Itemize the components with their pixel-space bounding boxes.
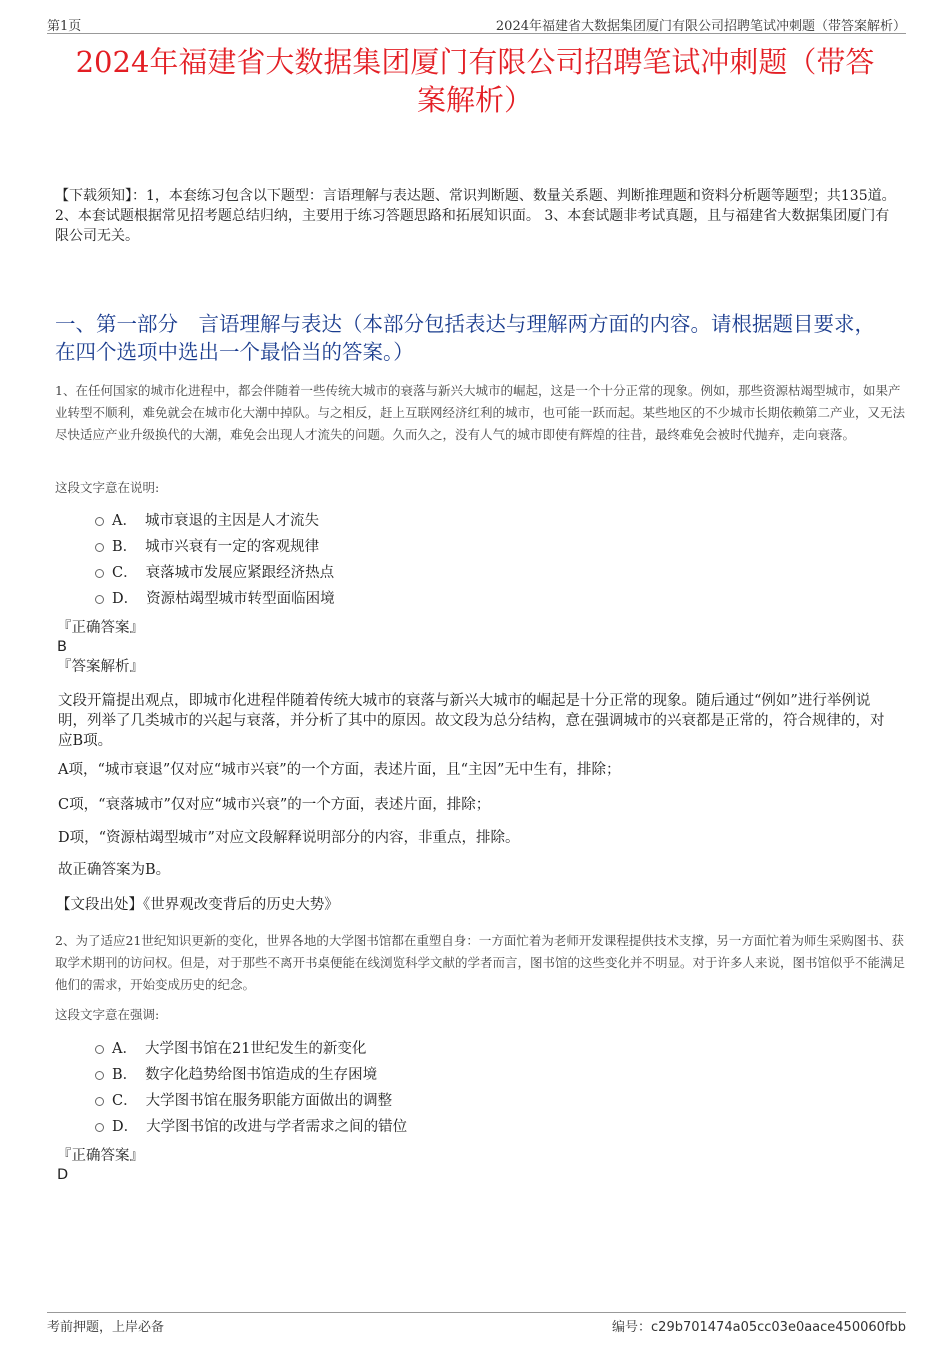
radio-icon[interactable]: [95, 1071, 104, 1080]
section-heading: 一、第一部分 言语理解与表达（本部分包括表达与理解两方面的内容。请根据题目要求，在四个选项中选出一个最恰当的答案。）: [55, 312, 875, 364]
answer-value: B: [57, 639, 67, 655]
radio-icon[interactable]: [95, 1097, 104, 1106]
title-line-2: 案解析）: [416, 83, 533, 117]
option-a[interactable]: A． 大学图书馆在21世纪发生的新变化: [95, 1036, 407, 1062]
option-c[interactable]: C． 衰落城市发展应紧跟经济热点: [95, 560, 335, 586]
analysis-line-d: D项，“资源枯竭型城市”对应文段解释说明部分的内容，非重点，排除。: [58, 830, 520, 846]
analysis-label: 『答案解析』: [57, 659, 144, 675]
question-2-text: 2、为了适应21世纪知识更新的变化，世界各地的大学图书馆都在重塑自身：一方面忙着为老师开发课程提供技术支撑，另一方面忙着为师生采购图书、获取学术期刊的访问权。但是，对于那些不离开书桌便能在线浏览科学文献的学者而言，图书馆的这些变化并不明显。对于许多人来说，图书馆似乎不能满足他们的需求，开始变成历史的纪念。: [55, 933, 906, 992]
option-b[interactable]: B． 数字化趋势给图书馆造成的生存困境: [95, 1062, 407, 1088]
option-a[interactable]: A． 城市衰退的主因是人才流失: [95, 508, 335, 534]
question-1-text: 1、在任何国家的城市化进程中，都会伴随着一些传统大城市的衰落与新兴大城市的崛起，这是一个十分正常的现象。例如，那些资源枯竭型城市，如果产业转型不顺利，难免就会在城市化大潮中掉队。与之相反，赶上互联网经济红利的城市，也可能一跃而起。某些地区的不少城市长期依赖第二产业，又无法尽快适应产业升级换代的大潮，难免会出现人才流失的问题。久而久之，没有人气的城市即使有辉煌的往昔，最终难免会被时代抛弃，走向衰落。: [55, 383, 906, 442]
question-1-prompt: 这段文字意在说明:: [55, 480, 160, 495]
radio-icon[interactable]: [95, 569, 104, 578]
header-doc-title: 2024年福建省大数据集团厦门有限公司招聘笔试冲刺题（带答案解析）: [495, 19, 906, 34]
question-1-options: [95, 508, 335, 612]
title-line-1: 2024年福建省大数据集团厦门有限公司招聘笔试冲刺题（带答: [75, 45, 875, 79]
download-notice: 【下载须知】：1，本套练习包含以下题型：言语理解与表达题、常识判断题、数量关系题、判断推理题和资料分析题等题型；共135道。 2、本套试题根据常见招考题总结归纳，主要用于练习答题思路和拓展知识面。 3、本套试题非考试真题，且与福建省大数据集团厦门有限公司无关。: [55, 188, 896, 244]
answer-value: D: [57, 1167, 69, 1183]
page-number: 第1页: [47, 19, 82, 34]
option-d[interactable]: D． 大学图书馆的改进与学者需求之间的错位: [95, 1114, 407, 1140]
page-footer: [47, 1312, 906, 1333]
radio-icon[interactable]: [95, 1123, 104, 1132]
document-title: [50, 43, 900, 119]
option-c[interactable]: C． 大学图书馆在服务职能方面做出的调整: [95, 1088, 407, 1114]
radio-icon[interactable]: [95, 595, 104, 604]
analysis-line-c: C项，“衰落城市”仅对应“城市兴衰”的一个方面，表述片面，排除；: [58, 797, 491, 813]
analysis-line-a: A项，“城市衰退”仅对应“城市兴衰”的一个方面，表述片面，且“主因”无中生有，排除；: [58, 762, 621, 778]
page-header: [47, 15, 906, 34]
footer-code: 编号：c29b701474a05cc03e0aace450060fbb: [612, 1320, 906, 1335]
radio-icon[interactable]: [95, 517, 104, 526]
answer-label: 『正确答案』: [57, 1148, 144, 1164]
option-b[interactable]: B． 城市兴衰有一定的客观规律: [95, 534, 335, 560]
option-d[interactable]: D． 资源枯竭型城市转型面临困境: [95, 586, 335, 612]
analysis-text: 文段开篇提出观点，即城市化进程伴随着传统大城市的衰落与新兴大城市的崛起是十分正常的现象。随后通过“例如”进行举例说明，列举了几类城市的兴起与衰落，并分析了其中的原因。故文段为总分结构，意在强调城市的兴衰都是正常的，符合规律的，对应B项。: [58, 693, 885, 749]
question-2-options: [95, 1036, 407, 1140]
footer-slogan: 考前押题，上岸必备: [47, 1320, 165, 1335]
radio-icon[interactable]: [95, 543, 104, 552]
text-source: 【文段出处】《世界观改变背后的历史大势》: [56, 897, 339, 913]
question-2-prompt: 这段文字意在强调:: [55, 1007, 160, 1022]
radio-icon[interactable]: [95, 1045, 104, 1054]
analysis-conclusion: 故正确答案为B。: [58, 862, 171, 878]
answer-label: 『正确答案』: [57, 620, 144, 636]
